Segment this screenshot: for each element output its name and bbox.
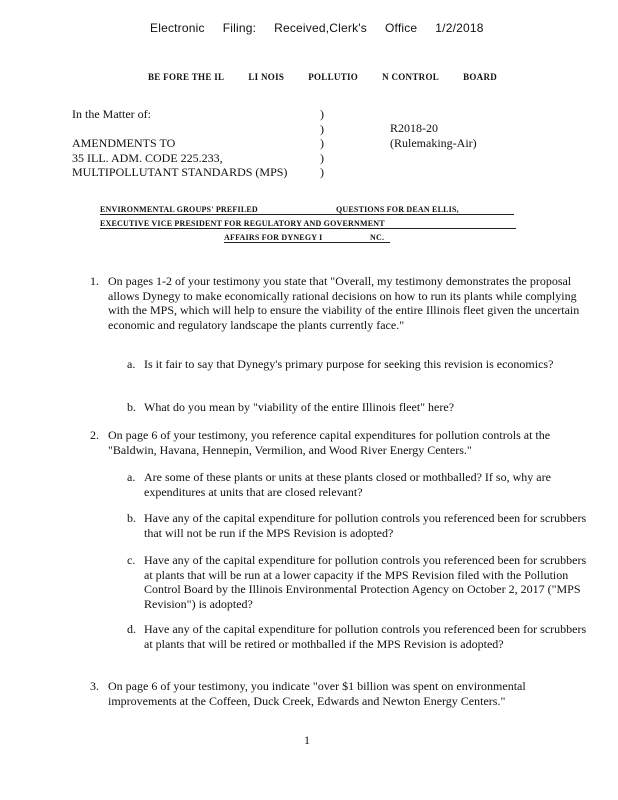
sub-question-letter: b. bbox=[127, 511, 136, 525]
sub-question-text: Have any of the capital expenditure for pollution controls you referenced been for scrubbers that will not be run if the MPS Revision is adopted? bbox=[144, 511, 587, 540]
board-heading-word: LI NOIS bbox=[248, 72, 285, 82]
docket-type: (Rulemaking-Air) bbox=[390, 135, 477, 150]
sub-question-text: What do you mean by "viability of the entire Illinois fleet" here? bbox=[144, 400, 455, 414]
caption-paren: ) bbox=[320, 107, 324, 121]
caption-parens bbox=[320, 107, 324, 180]
caption-line: MULTIPOLLUTANT STANDARDS (MPS) bbox=[72, 165, 288, 179]
board-heading bbox=[148, 72, 521, 82]
header-text: Received,Clerk's bbox=[274, 21, 367, 35]
board-heading-word: N CONTROL bbox=[382, 72, 440, 82]
caption-paren: ) bbox=[320, 165, 324, 179]
board-heading-word: BOARD bbox=[463, 72, 498, 82]
sub-question-letter: b. bbox=[127, 400, 136, 414]
header-text: Office bbox=[384, 21, 418, 35]
sub-question-letter: a. bbox=[127, 470, 136, 484]
board-heading-word: POLLUTIO bbox=[308, 72, 359, 82]
caption-paren: ) bbox=[320, 121, 324, 136]
header-text: 1/2/2018 bbox=[435, 21, 484, 35]
caption-paren: ) bbox=[320, 150, 324, 165]
sub-question-letter: c. bbox=[127, 553, 136, 567]
page-number: 1 bbox=[304, 733, 310, 747]
question-text: On page 6 of your testimony, you indicate "over $1 billion was spent on environmental improvements at the Coffeen, Duck Creek, Edwards and Newton Energy Centers." bbox=[108, 679, 526, 708]
caption-line: 35 ILL. ADM. CODE 225.233, bbox=[72, 150, 223, 165]
doc-title-line-3 bbox=[224, 233, 390, 243]
filing-header bbox=[150, 21, 502, 35]
header-text: Electronic bbox=[150, 21, 205, 35]
docket-number: R2018-20 bbox=[390, 121, 438, 135]
sub-question-text: Is it fair to say that Dynegy's primary purpose for seeking this revision is economics? bbox=[144, 357, 554, 371]
doc-title-text: NC. bbox=[370, 233, 385, 242]
question-text: On page 6 of your testimony, you reference capital expenditures for pollution controls at the "Baldwin, Havana, Hennepin, Vermilion, and Wood River Energy Centers." bbox=[108, 428, 551, 457]
caption-left bbox=[72, 107, 287, 180]
doc-title-text: EXECUTIVE VICE PRESIDENT FOR REGULATORY AND GOVERNMENT bbox=[100, 219, 385, 228]
sub-question-text: Are some of these plants or units at these plants closed or mothballed? If so, why are expenditures at units that are closed relevant? bbox=[144, 470, 551, 499]
doc-title-text: QUESTIONS FOR DEAN ELLIS, bbox=[336, 205, 459, 214]
header-text: Filing: bbox=[222, 21, 257, 35]
caption-paren: ) bbox=[320, 136, 324, 150]
sub-question-letter: a. bbox=[127, 357, 136, 371]
question-number: 1. bbox=[90, 274, 99, 288]
sub-question-letter: d. bbox=[127, 622, 136, 636]
caption-line bbox=[72, 122, 287, 137]
doc-title-text: AFFAIRS FOR DYNEGY I bbox=[224, 233, 323, 242]
caption-right bbox=[390, 121, 477, 150]
question-number: 3. bbox=[90, 679, 99, 693]
doc-title-line-1 bbox=[100, 205, 514, 215]
doc-title-line-2 bbox=[100, 219, 516, 229]
sub-question-text: Have any of the capital expenditure for pollution controls you referenced been for scrubbers at plants that will be run at a lower capacity if the MPS Revision filed with the Pollution Control Board by the Illinois Environmental Protection Agency on October 2, 2017 ("MPS Revision") is adopted? bbox=[144, 553, 587, 611]
caption-line: AMENDMENTS TO bbox=[72, 136, 176, 150]
doc-title-text: ENVIRONMENTAL GROUPS' PREFILED bbox=[100, 205, 258, 214]
caption-line: In the Matter of: bbox=[72, 107, 151, 121]
board-heading-word: BE FORE THE IL bbox=[148, 72, 225, 82]
sub-question-text: Have any of the capital expenditure for pollution controls you referenced been for scrubbers at plants that will be retired or mothballed if the MPS Revision is adopted? bbox=[144, 622, 587, 651]
question-text: On pages 1-2 of your testimony you state that "Overall, my testimony demonstrates the proposal allows Dynegy to make economically rational decisions on how to run its plants while complying with the MPS, which will help to ensure the viability of the entire Illinois fleet given the uncertain economic and regulatory landscape the plants currently face." bbox=[108, 274, 580, 332]
question-number: 2. bbox=[90, 428, 99, 442]
